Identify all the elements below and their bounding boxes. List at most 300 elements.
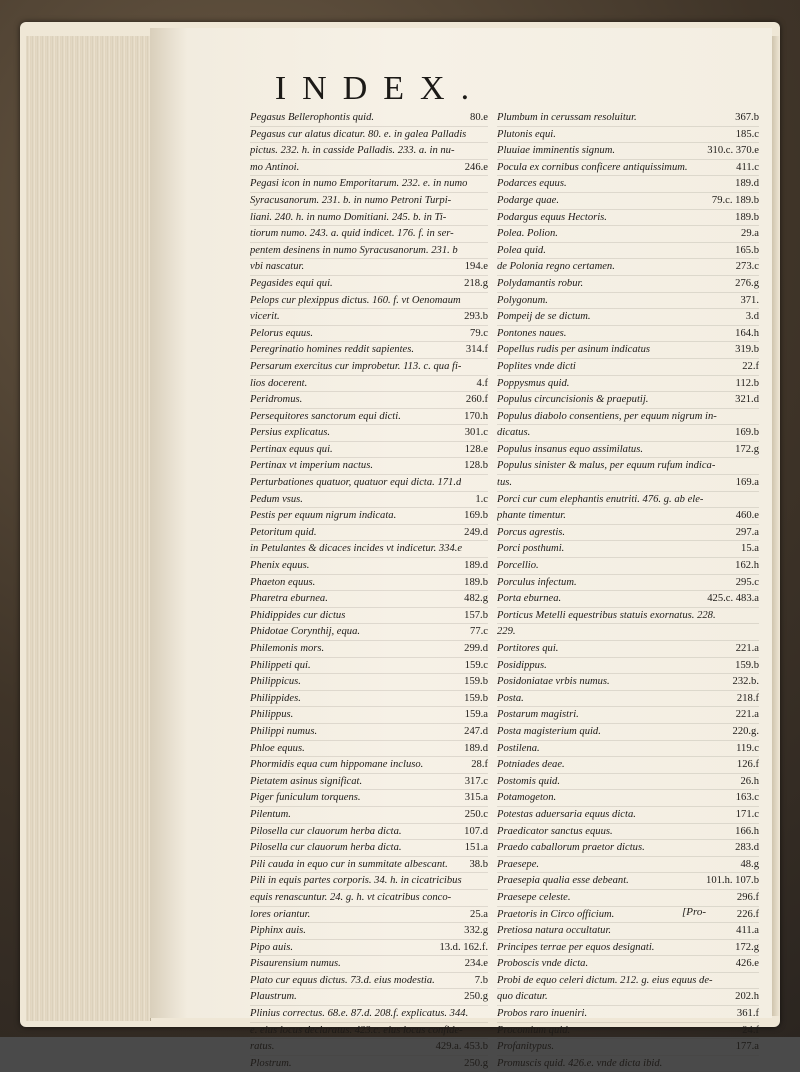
index-entry (497, 326, 759, 343)
index-entry (250, 907, 488, 924)
entry-term: dicatus. (497, 427, 531, 439)
index-entry (250, 127, 488, 144)
index-entry (497, 210, 759, 227)
index-entry (250, 624, 488, 641)
entry-term: Pipo auis. (250, 941, 293, 953)
entry-term: Postarum magistri. (497, 709, 579, 721)
entry-page-ref: 220.g. (732, 725, 759, 737)
index-entry (497, 956, 759, 973)
entry-term: Pegasus cur alatus dicatur. 80. e. in galea Palladis (250, 128, 467, 140)
entry-term: Praedicator sanctus equus. (497, 825, 613, 837)
entry-term: Philippicus. (250, 676, 301, 688)
entry-page-ref: 250.g (464, 991, 488, 1003)
index-entry (250, 210, 488, 227)
index-entry (250, 376, 488, 393)
entry-page-ref: 249.d (464, 526, 488, 538)
entry-term: Pertinax equus qui. (250, 443, 333, 455)
entry-term: Potniades deae. (497, 759, 565, 771)
index-entry (497, 110, 759, 127)
entry-term: Polydamantis robur. (497, 277, 584, 289)
entry-page-ref: 283.d (735, 842, 759, 854)
entry-term: Polygonum. (497, 294, 548, 306)
entry-term: Praesepe celeste. (497, 891, 571, 903)
entry-term: Peridromus. (250, 394, 303, 406)
entry-page-ref: 172.g (735, 443, 759, 455)
entry-page-ref: 79.c (470, 327, 488, 339)
entry-term: Pilosella cur clauorum herba dicta. (250, 825, 402, 837)
entry-page-ref: 301.c (464, 427, 488, 439)
index-entry (250, 840, 488, 857)
entry-term: Porculus infectum. (497, 576, 577, 588)
entry-page-ref: 246.e (464, 161, 488, 173)
entry-term: Pluuiae imminentis signum. (497, 145, 615, 157)
entry-term: Phenix equus. (250, 560, 310, 572)
entry-term: Plinius correctus. 68.e. 87.d. 208.f. explicatus. 344. (250, 1008, 469, 1020)
entry-page-ref: 411.c (736, 161, 759, 173)
entry-page-ref: 315.a (464, 792, 488, 804)
entry-term: Pedum vsus. (250, 493, 303, 505)
entry-term: Pompeij de se dictum. (497, 311, 591, 323)
entry-page-ref: 126.f (736, 759, 759, 771)
entry-page-ref: 367.b (735, 112, 759, 123)
entry-page-ref: 159.b (464, 676, 488, 688)
entry-term: Praetoris in Circo officium. (497, 908, 615, 920)
entry-term: Polea. Polion. (497, 228, 558, 240)
entry-term: Potestas aduersaria equus dicta. (497, 808, 636, 820)
entry-page-ref: 77.c (470, 626, 488, 638)
entry-page-ref: 101.h. 107.b (706, 875, 759, 887)
entry-page-ref: 151.a (464, 842, 488, 854)
entry-term: ratus. (250, 1041, 275, 1053)
entry-term: Probi de equo celeri dictum. 212. g. eius equus de- (497, 974, 713, 986)
index-entry (497, 857, 759, 874)
entry-term: Populus circuncisionis & praeputij. (497, 394, 649, 406)
entry-page-ref: 232.b. (732, 676, 759, 688)
index-entry (497, 940, 759, 957)
entry-page-ref: 299.d (464, 643, 488, 654)
index-entry (497, 160, 759, 177)
index-entry (497, 143, 759, 160)
entry-page-ref: 171.c (735, 808, 759, 820)
index-entry (497, 309, 759, 326)
entry-page-ref: 7.b (474, 974, 488, 986)
index-entry (250, 276, 488, 293)
index-column-left (250, 110, 488, 1072)
index-entry (250, 641, 488, 658)
index-entry (250, 392, 488, 409)
index-entry (497, 392, 759, 409)
entry-page-ref: 79.c. 189.b (711, 194, 759, 206)
index-entry (497, 176, 759, 193)
entry-term: Pelops cur plexippus dictus. 160. f. vt Oenomaum (250, 294, 461, 306)
index-entry (497, 525, 759, 542)
entry-term: Podarge quae. (497, 194, 559, 206)
index-entry (497, 458, 759, 475)
entry-term: Potamogeton. (497, 792, 557, 804)
entry-page-ref: 426.e (735, 958, 759, 970)
entry-page-ref: 371. (740, 294, 759, 306)
index-entry (497, 376, 759, 393)
entry-page-ref: 3.d (745, 311, 759, 323)
index-entry (497, 558, 759, 575)
entry-term: liani. 240. h. in numo Domitiani. 245. b. in Ti- (250, 211, 447, 223)
index-entry (497, 243, 759, 260)
index-entry (250, 989, 488, 1006)
entry-page-ref: 29.a (741, 228, 759, 240)
entry-term: Portitores qui. (497, 643, 559, 654)
entry-page-ref: 162.h (735, 560, 759, 572)
entry-term: Syracusanorum. 231. b. in numo Petroni Turpi- (250, 194, 452, 206)
index-entry (497, 1056, 759, 1072)
entry-term: Plutonis equi. (497, 128, 556, 140)
entry-term: Phloe equus. (250, 742, 305, 754)
index-entry (497, 674, 759, 691)
entry-page-ref: 189.d (464, 560, 488, 572)
facing-page-edge (772, 36, 780, 1016)
entry-term: Phidippides cur dictus (250, 609, 346, 621)
index-entry (250, 243, 488, 260)
index-entry (250, 458, 488, 475)
index-entry (250, 525, 488, 542)
entry-term: Philippus. (250, 709, 294, 721)
entry-term: Pili cauda in equo cur in summitate albescant. (250, 858, 448, 870)
index-entry (497, 591, 759, 608)
index-entry (250, 425, 488, 442)
entry-page-ref: 169.a (735, 477, 759, 489)
entry-page-ref: 250.g (464, 1057, 488, 1069)
entry-page-ref: 321.d (735, 394, 759, 406)
entry-term: Pili in equis partes corporis. 34. h. in cicatricibus (250, 875, 462, 887)
index-entry (497, 442, 759, 459)
entry-term: Posidippus. (497, 659, 547, 671)
index-entry (250, 1056, 488, 1072)
index-entry (250, 575, 488, 592)
entry-page-ref: 234.e (464, 958, 488, 970)
entry-term: quo dicatur. (497, 991, 548, 1003)
index-entry (250, 591, 488, 608)
entry-page-ref: 48.g (740, 858, 759, 870)
entry-page-ref: 170.h (464, 410, 488, 422)
index-entry (250, 873, 488, 890)
index-entry (497, 641, 759, 658)
entry-term: 229. (497, 626, 516, 638)
entry-page-ref: 221.a (735, 643, 759, 654)
index-entry (497, 608, 759, 625)
index-entry (497, 342, 759, 359)
index-entry (497, 807, 759, 824)
entry-term: Principes terrae per equos designati. (497, 941, 655, 953)
entry-term: Praesepe. (497, 858, 540, 870)
entry-page-ref: 128.b (464, 460, 488, 472)
page-title: INDEX. (274, 70, 486, 107)
entry-page-ref: 4.f (476, 377, 488, 389)
entry-term: Probos raro inueniri. (497, 1008, 588, 1020)
entry-page-ref: 185.c (735, 128, 759, 140)
entry-page-ref: 119.c (736, 742, 759, 754)
entry-term: Porci cur cum elephantis enutriti. 476. g. ab ele- (497, 493, 704, 505)
index-entry (250, 143, 488, 160)
entry-term: Pretiosa natura occultatur. (497, 925, 612, 937)
index-entry (497, 492, 759, 509)
index-entry (250, 326, 488, 343)
entry-term: Popellus rudis per asinum indicatus (497, 344, 651, 356)
entry-term: Podarces equus. (497, 178, 567, 190)
entry-page-ref: 332.g (464, 925, 488, 937)
entry-term: Postomis quid. (497, 775, 560, 787)
entry-term: Pietatem asinus significat. (250, 775, 363, 787)
entry-term: Phormidis equa cum hippomane incluso. (250, 759, 424, 771)
index-entry (497, 226, 759, 243)
index-entry (250, 226, 488, 243)
entry-page-ref: 28.f (471, 759, 488, 771)
entry-term: Posta magisterium quid. (497, 725, 601, 737)
index-entry (250, 940, 488, 957)
entry-term: in Petulantes & dicaces incides vt indicetur. 334.e (250, 543, 463, 555)
entry-term: Persius explicatus. (250, 427, 331, 439)
entry-page-ref: 297.a (735, 526, 759, 538)
entry-page-ref: 273.c (735, 261, 759, 273)
index-entry (497, 127, 759, 144)
entry-term: Piger funiculum torquens. (250, 792, 361, 804)
entry-term: Profanitypus. (497, 1041, 554, 1053)
entry-page-ref: 429.a. 453.b (435, 1041, 488, 1053)
entry-term: Plaustrum. (250, 991, 297, 1003)
index-entry (497, 757, 759, 774)
index-entry (250, 707, 488, 724)
entry-page-ref: 202.h (735, 991, 759, 1003)
index-entry (250, 658, 488, 675)
entry-term: tus. (497, 477, 513, 489)
entry-page-ref: 22.f (742, 360, 759, 372)
entry-page-ref: 295.c (735, 576, 759, 588)
index-entry (497, 276, 759, 293)
entry-term: Plostrum. (250, 1057, 292, 1069)
index-entry (250, 508, 488, 525)
entry-page-ref: 319.b (735, 344, 759, 356)
index-entry (497, 293, 759, 310)
index-entry (497, 1006, 759, 1023)
entry-term: Phidotae Corynthij, equa. (250, 626, 361, 638)
entry-term: e. eius locus declaratus. 423.c. eius locus confide- (250, 1024, 463, 1036)
index-entry (250, 923, 488, 940)
entry-term: Piphinx auis. (250, 925, 306, 937)
index-entry (250, 890, 488, 907)
index-entry (250, 1006, 488, 1023)
entry-page-ref: 247.d (464, 725, 488, 737)
entry-page-ref: 460.e (735, 510, 759, 522)
entry-page-ref: 26.h (740, 775, 759, 787)
entry-term: Porticus Metelli equestribus statuis exornatus. 228. (497, 609, 716, 621)
entry-page-ref: 314.f (465, 344, 488, 356)
index-entry (250, 309, 488, 326)
index-entry (497, 575, 759, 592)
index-entry (497, 840, 759, 857)
entry-page-ref: 226.f (736, 908, 759, 920)
entry-page-ref: 189.b (464, 576, 488, 588)
entry-term: tiorum numo. 243. a. quid indicet. 176. f. in ser- (250, 228, 454, 240)
entry-term: Populus insanus equo assimilatus. (497, 443, 643, 455)
index-entry (497, 724, 759, 741)
index-entry (250, 193, 488, 210)
entry-page-ref: 165.b (735, 244, 759, 256)
entry-term: Praesepia qualia esse debeant. (497, 875, 629, 887)
index-entry (497, 907, 759, 924)
entry-page-ref: 13.d. 162.f. (439, 941, 488, 953)
entry-page-ref: 221.a (735, 709, 759, 721)
index-entry (250, 176, 488, 193)
entry-term: Perturbationes quatuor, quatuor equi dicta. 171.d (250, 477, 462, 489)
entry-term: Promuscis quid. 426.e. vnde dicta ibid. (497, 1057, 663, 1069)
index-entry (497, 259, 759, 276)
index-entry (250, 757, 488, 774)
entry-term: Polea quid. (497, 244, 546, 256)
index-entry (497, 658, 759, 675)
entry-term: lores oriantur. (250, 908, 311, 920)
index-entry (250, 492, 488, 509)
index-entry (250, 409, 488, 426)
entry-page-ref: 107.d (464, 825, 488, 837)
entry-term: Posidoniatae vrbis numus. (497, 676, 610, 688)
index-entry (250, 359, 488, 376)
entry-page-ref: 38.b (469, 858, 488, 870)
entry-page-ref: 15.a (741, 543, 759, 555)
entry-term: Poppysmus quid. (497, 377, 570, 389)
entry-term: equis renascuntur. 24. g. h. vt cicatribus conco- (250, 891, 452, 903)
entry-page-ref: 159.c (464, 659, 488, 671)
entry-term: Podargus equus Hectoris. (497, 211, 607, 223)
index-entry (250, 608, 488, 625)
entry-term: vicerit. (250, 311, 280, 323)
entry-term: Pegasi icon in numo Emporitarum. 232. e. in numo (250, 178, 468, 190)
entry-page-ref: 361.f (736, 1008, 759, 1020)
entry-term: pentem desinens in numo Syracusanorum. 231. b (250, 244, 458, 256)
index-entry (250, 442, 488, 459)
entry-page-ref: 157.b (464, 609, 488, 621)
page-edges (26, 36, 151, 1021)
entry-page-ref: 112.b (735, 377, 759, 389)
entry-page-ref: 1.c (475, 493, 488, 505)
entry-term: Praedo caballorum praetor dictus. (497, 842, 645, 854)
entry-page-ref: 276.g (735, 277, 759, 289)
index-entry (497, 790, 759, 807)
index-entry (497, 508, 759, 525)
entry-term: Pilosella cur clauorum herba dicta. (250, 842, 402, 854)
index-entry (250, 741, 488, 758)
index-entry (250, 160, 488, 177)
entry-term: Posta. (497, 692, 524, 704)
entry-page-ref: 310.c. 370.e (707, 145, 759, 157)
entry-term: Phaeton equus. (250, 576, 316, 588)
index-entry (497, 824, 759, 841)
index-entry (497, 873, 759, 890)
entry-term: Philippides. (250, 692, 301, 704)
entry-page-ref: 189.d (464, 742, 488, 754)
index-entry (497, 359, 759, 376)
index-entry (497, 475, 759, 492)
index-entry (497, 973, 759, 990)
entry-term: mo Antinoi. (250, 161, 300, 173)
entry-page-ref: 411.a (736, 925, 759, 937)
entry-page-ref: 169.b (735, 427, 759, 439)
entry-term: Pegasus Bellerophontis quid. (250, 112, 375, 123)
entry-page-ref: 172.g (735, 941, 759, 953)
entry-term: Porcus agrestis. (497, 526, 566, 538)
index-entry (497, 741, 759, 758)
entry-term: pictus. 232. h. in casside Palladis. 233. a. in nu- (250, 145, 455, 157)
index-entry (250, 110, 488, 127)
index-entry (497, 409, 759, 426)
entry-term: Pharetra eburnea. (250, 593, 328, 605)
entry-term: Philippi numus. (250, 725, 318, 737)
entry-page-ref: 194.e (464, 261, 488, 273)
entry-term: Peregrinatio homines reddit sapientes. (250, 344, 414, 356)
entry-term: Pertinax vt imperium nactus. (250, 460, 373, 472)
entry-term: Pilentum. (250, 808, 291, 820)
entry-term: Petoritum quid. (250, 526, 317, 538)
entry-term: Plumbum in cerussam resoluitur. (497, 112, 637, 123)
catchword: [Pro- (682, 906, 707, 918)
index-entry (250, 541, 488, 558)
index-entry (497, 774, 759, 791)
index-entry (250, 475, 488, 492)
entry-term: Plato cur equus dictus. 73.d. eius modestia. (250, 974, 435, 986)
index-entry (497, 1039, 759, 1056)
index-entry (497, 624, 759, 641)
entry-term: Pocula ex cornibus conficere antiquissimum. (497, 161, 688, 173)
index-entry (250, 973, 488, 990)
entry-page-ref: 425.c. 483.a (707, 593, 759, 605)
entry-term: de Polonia regno certamen. (497, 261, 615, 273)
index-entry (497, 541, 759, 558)
index-entry (250, 824, 488, 841)
entry-page-ref: 260.f (465, 394, 488, 406)
entry-page-ref: 159.b (464, 692, 488, 704)
index-entry (250, 674, 488, 691)
index-entry (250, 724, 488, 741)
entry-page-ref: 166.h (735, 825, 759, 837)
entry-page-ref: 25.a (470, 908, 488, 920)
entry-term: Porci posthumi. (497, 543, 565, 555)
entry-page-ref: 482.g (464, 593, 488, 605)
index-entry (250, 259, 488, 276)
index-entry (250, 807, 488, 824)
entry-term: Pontones naues. (497, 327, 567, 339)
entry-term: Philippeti qui. (250, 659, 311, 671)
entry-page-ref: 250.c (464, 808, 488, 820)
entry-page-ref: 296.f (736, 891, 759, 903)
index-entry (250, 293, 488, 310)
entry-page-ref: 218.g (464, 277, 488, 289)
entry-page-ref: 293.b (464, 311, 488, 323)
index-entry (497, 890, 759, 907)
index-entry (250, 1039, 488, 1056)
entry-page-ref: 128.e (464, 443, 488, 455)
index-entry (250, 857, 488, 874)
entry-page-ref: 159.b (735, 659, 759, 671)
entry-page-ref: 80.e (470, 112, 488, 123)
entry-term: Populus diabolo consentiens, per equum nigrum in- (497, 410, 717, 422)
index-entry (497, 193, 759, 210)
entry-page-ref: 218.f (736, 692, 759, 704)
entry-term: Philemonis mors. (250, 643, 325, 654)
index-entry (250, 342, 488, 359)
index-entry (497, 425, 759, 442)
entry-page-ref: 317.c (464, 775, 488, 787)
entry-term: Pestis per equum nigrum indicata. (250, 510, 397, 522)
index-entry (497, 707, 759, 724)
entry-term: phante timentur. (497, 510, 566, 522)
entry-term: lios docerent. (250, 377, 308, 389)
